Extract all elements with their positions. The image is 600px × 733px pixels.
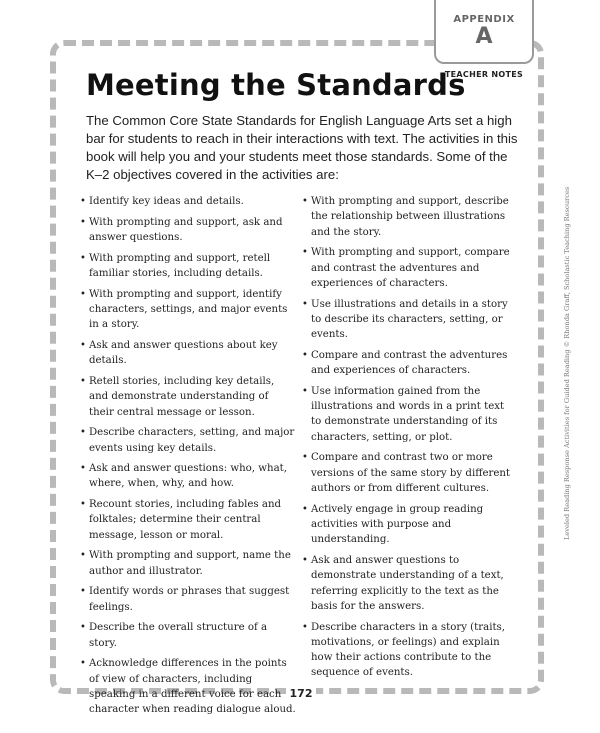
list-item: • Identify key ideas and details.: [80, 194, 296, 209]
list-item: • With prompting and support, identify characters, settings, and major events in a story.: [80, 287, 296, 333]
list-item: • With prompting and support, name the author and illustrator.: [80, 548, 296, 579]
list-item: • Describe characters in a story (traits, motivations, or feelings) and explain how their actions contribute to the sequence of events.: [302, 620, 516, 681]
section-label: TEACHER NOTES: [444, 70, 524, 79]
list-item: • With prompting and support, describe the relationship between illustrations and the story.: [302, 194, 516, 240]
list-item: • Ask and answer questions to demonstrate understanding of a text, referring explicitly to the text as the basis for the answers.: [302, 553, 516, 614]
objectives-list-left: [80, 194, 296, 723]
list-item: • Use illustrations and details in a story to describe its characters, setting, or events.: [302, 297, 516, 343]
appendix-tab: [434, 0, 534, 64]
copyright-credit-text: Leveled Reading Response Activities for Guided Reading © Rhonda Graff, Scholastic Teaching Resources: [563, 186, 571, 540]
list-item: • Recount stories, including fables and folktales; determine their central message, lesson or moral.: [80, 497, 296, 543]
list-item: • Describe characters, setting, and major events using key details.: [80, 425, 296, 456]
list-item: • Use information gained from the illustrations and words in a print text to demonstrate understanding of its characters, setting, or plot.: [302, 384, 516, 445]
list-item: • Compare and contrast two or more versions of the same story by different authors or from different cultures.: [302, 450, 516, 496]
list-item: • With prompting and support, compare and contrast the adventures and experiences of characters.: [302, 245, 516, 291]
page-number: 172: [286, 687, 316, 701]
list-item: • Identify words or phrases that suggest feelings.: [80, 584, 296, 615]
appendix-label: APPENDIX: [453, 14, 515, 25]
list-item: • Describe the overall structure of a story.: [80, 620, 296, 651]
objectives-list-right: [302, 194, 516, 686]
list-item: • With prompting and support, ask and answer questions.: [80, 215, 296, 246]
list-item: • Acknowledge differences in the points of view of characters, including speaking in a different voice for each character when reading dialogue aloud.: [80, 656, 296, 717]
intro-paragraph: The Common Core State Standards for English Language Arts set a high bar for students to reach in their interactions with text. The activities in this book will help you and your students meet those standards. Some of the K–2 objectives covered in the activities are:: [86, 113, 518, 182]
appendix-letter: A: [475, 24, 493, 49]
page-title: Meeting the Standards: [86, 68, 466, 102]
list-item: • Retell stories, including key details, and demonstrate understanding of their central message or lesson.: [80, 374, 296, 420]
copyright-credit: [563, 186, 575, 540]
list-item: • Ask and answer questions about key details.: [80, 338, 296, 369]
list-item: • Compare and contrast the adventures and experiences of characters.: [302, 348, 516, 379]
list-item: • With prompting and support, retell familiar stories, including details.: [80, 251, 296, 282]
list-item: • Actively engage in group reading activities with purpose and understanding.: [302, 502, 516, 548]
list-item: • Ask and answer questions: who, what, where, when, why, and how.: [80, 461, 296, 492]
